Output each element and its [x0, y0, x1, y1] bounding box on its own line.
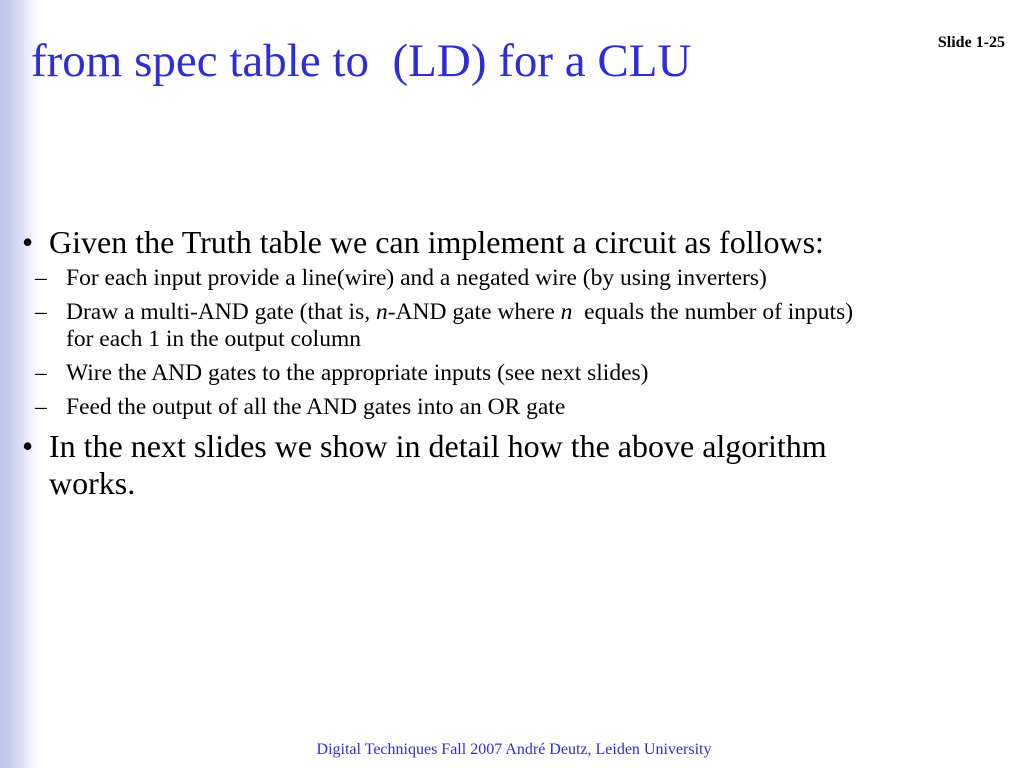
slide-footer	[0, 741, 1024, 759]
bullet-marker: •	[22, 428, 34, 464]
dash-marker: –	[35, 299, 47, 325]
bullet-text: In the next slides we show in detail how the above algorithm works.	[49, 428, 827, 501]
sub-bullet-item	[22, 265, 857, 292]
italic-n: n	[560, 299, 573, 325]
sub-bullet-text-part: equals the number of inputs) for each 1 in the output column	[66, 299, 859, 352]
bullet-item	[22, 428, 857, 502]
sub-bullet-text: Wire the AND gates to the appropriate inputs (see next slides)	[66, 360, 649, 386]
slide-number: Slide 1-25	[937, 34, 1005, 51]
sub-bullet-item	[22, 394, 857, 421]
dash-marker: –	[35, 360, 47, 386]
footer-text: Digital Techniques Fall 2007 André Deutz, Leiden University	[316, 741, 712, 758]
slide-body	[22, 224, 857, 502]
dash-marker: –	[35, 394, 47, 420]
slide-title: from spec table to (LD) for a CLU	[31, 35, 692, 87]
bullet-item	[22, 224, 857, 261]
sub-bullet-text: Feed the output of all the AND gates into an OR gate	[66, 394, 566, 420]
dash-marker: –	[35, 265, 47, 291]
sub-bullet-list	[22, 265, 857, 421]
sub-bullet-item	[22, 299, 857, 353]
sub-bullet-text: For each input provide a line(wire) and a negated wire (by using inverters)	[66, 265, 767, 291]
sub-bullet-text-part: -AND gate where	[387, 299, 561, 325]
sub-bullet-item	[22, 360, 857, 387]
bullet-marker: •	[22, 224, 34, 260]
italic-n: n	[376, 299, 388, 325]
bullet-text: Given the Truth table we can implement a circuit as follows:	[49, 224, 824, 260]
sub-bullet-text-part: Draw a multi-AND gate (that is,	[66, 299, 376, 325]
